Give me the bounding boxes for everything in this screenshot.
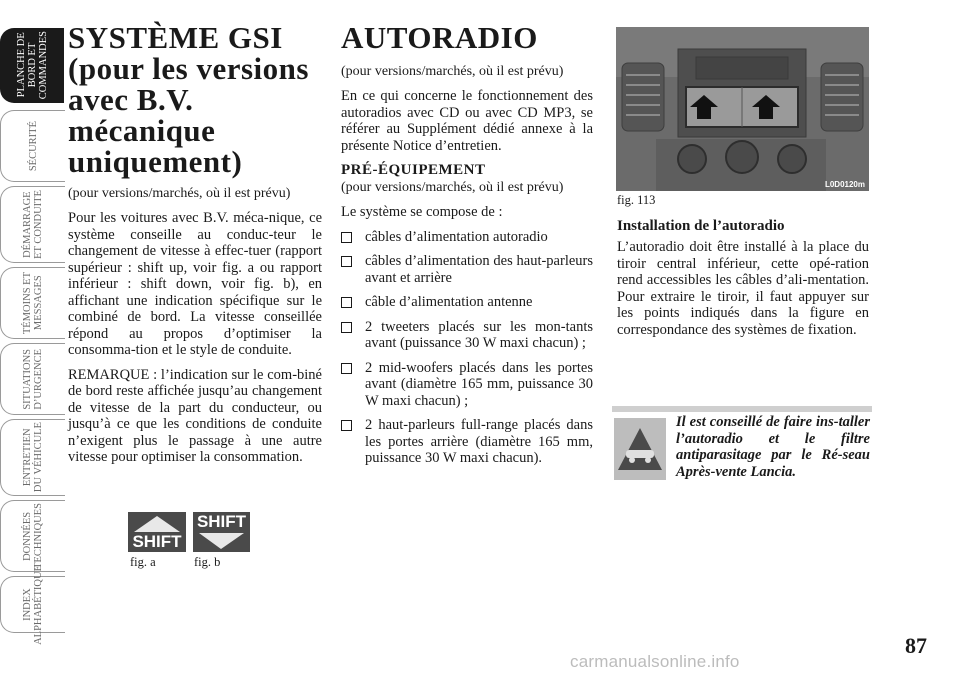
list-item — [341, 360, 593, 410]
tab-label: SITUATIONS D’URGENCE — [22, 348, 44, 410]
installation-column — [617, 193, 869, 346]
installation-paragraph: L’autoradio doit être installé à la place du tiroir central inférieur, cette opé-ration rend accessibles les câbles d’ali-mentation. Pour extraire le tiroir, il faut appuyer sur les points indiqués dans la figure en correspondance des systèmes de fixation. — [617, 239, 869, 338]
list-item — [341, 417, 593, 467]
list-item-text: 2 tweeters placés sur les mon-tants avant (puissance 30 W maxi chacun) ; — [365, 318, 593, 351]
tab-label: DÉMARRAGE ET CONDUITE — [22, 190, 44, 259]
watermark: carmanualsonline.info — [570, 652, 740, 671]
caption-fig-a: fig. a — [130, 555, 156, 569]
tab-temoins[interactable] — [0, 267, 65, 339]
autoradio-paragraph: En ce qui concerne le fonctionnement des autoradios avec CD ou avec CD MP3, se référer au Supplément dédié annexe à la présente Notice d’entretien. — [341, 88, 593, 154]
page-number: 87 — [905, 633, 927, 658]
gsi-title-line: SYSTÈME GSI — [68, 20, 283, 55]
list-item-text: 2 mid-woofers placés dans les portes avant (diamètre 165 mm, puissance 30 W maxi chacun) ; — [365, 359, 593, 409]
caption-fig-b: fig. b — [194, 555, 221, 569]
gsi-title-line: uniquement) — [68, 144, 243, 179]
pre-equipment-title: PRÉ-ÉQUIPEMENT — [341, 162, 486, 178]
tab-label: DONNÉES TECHNIQUES — [22, 503, 44, 569]
autoradio-subtitle: (pour versions/marchés, où il est prévu) — [341, 64, 564, 79]
shift-down-label: SHIFT — [196, 512, 247, 531]
figure-code: L0D0120m — [824, 180, 865, 189]
tab-entretien[interactable] — [0, 419, 65, 496]
gsi-title-line: avec B.V. — [68, 82, 194, 117]
tab-securite[interactable] — [0, 110, 65, 182]
gsi-title — [68, 22, 322, 177]
checkbox-bullet-icon — [341, 420, 352, 431]
tab-situations[interactable] — [0, 343, 65, 415]
gsi-title-line: (pour les versions — [68, 51, 309, 86]
autoradio-title: AUTORADIO — [341, 20, 538, 55]
tab-demarrage[interactable] — [0, 186, 65, 263]
shift-up-icon — [128, 512, 186, 552]
checkbox-bullet-icon — [341, 256, 352, 267]
gsi-paragraph-1: Pour les voitures avec B.V. méca-nique, ce système conseille au conduc-teur le changement de vitesse à effec-tuer (rapport supérieur : shift up, voir fig. a ou rapport inférieur : shift down, voir fig. b), en affichant une indication spécifique sur le combiné de bord. La vitesse conseillée répond au propos d’optimiser la consomma-tion et le style de conduite. — [68, 210, 322, 358]
tab-label: TÉMOINS ET MESSAGES — [22, 271, 44, 335]
list-item-text: câbles d’alimentation autoradio — [365, 228, 548, 245]
gsi-remark: REMARQUE : l’indication sur le com-biné de bord reste affichée jusqu’au changement de vitesse de la part du conducteur, ou jusqu’à ce que les conditions de conduite n’exigent plus le passage à une autre vitesse pour optimiser la consommation. — [68, 366, 322, 465]
checkbox-bullet-icon — [341, 297, 352, 308]
gsi-title-line: mécanique — [68, 113, 216, 148]
checkbox-bullet-icon — [341, 322, 352, 333]
pre-equipment-subtitle: (pour versions/marchés, où il est prévu) — [341, 180, 564, 195]
list-item — [341, 253, 593, 286]
gsi-subtitle: (pour versions/marchés, où il est prévu) — [68, 186, 291, 201]
equipment-list — [341, 229, 593, 467]
tab-label: SÉCURITÉ — [27, 120, 39, 172]
dashboard-radio-figure — [616, 27, 869, 191]
checkbox-bullet-icon — [341, 232, 352, 243]
gsi-column — [68, 22, 322, 474]
installation-heading: Installation de l’autoradio — [617, 218, 785, 234]
tab-label: ENTRETIEN DU VÉHICULE — [22, 422, 44, 493]
shift-up-label: SHIFT — [132, 532, 182, 551]
autoradio-column — [341, 22, 593, 475]
warning-box — [612, 406, 872, 502]
list-item-text: câbles d’alimentation des haut-parleurs avant et arrière — [365, 253, 593, 286]
warning-panel — [614, 418, 666, 480]
shift-down-icon — [193, 512, 250, 552]
checkbox-bullet-icon — [341, 363, 352, 374]
list-item — [341, 294, 593, 311]
tab-label: PLANCHE DE BORD ET COMMANDES — [15, 31, 49, 100]
tab-index[interactable] — [0, 564, 65, 645]
warning-car-icon — [614, 418, 666, 480]
list-item-text: 2 haut-parleurs full-range placés dans les portes arrière (diamètre 165 mm, puissance 30 W maxi chacun). — [365, 417, 593, 466]
list-item — [341, 229, 593, 246]
warning-text: Il est conseillé de faire ins-taller l’autoradio et le filtre antiparasitage par le Ré-seau Après-vente Lancia. — [676, 414, 870, 480]
tab-label: INDEX ALPHABÉTIQUE — [22, 564, 44, 645]
pre-equipment-intro: Le système se compose de : — [341, 204, 503, 220]
dashboard-illustration — [616, 27, 869, 191]
list-item — [341, 319, 593, 352]
list-item-text: câble d’alimentation antenne — [365, 294, 533, 310]
caption-fig-113: fig. 113 — [617, 193, 656, 207]
tab-donnees[interactable] — [0, 500, 65, 572]
tab-planche-de-bord[interactable] — [0, 28, 64, 103]
